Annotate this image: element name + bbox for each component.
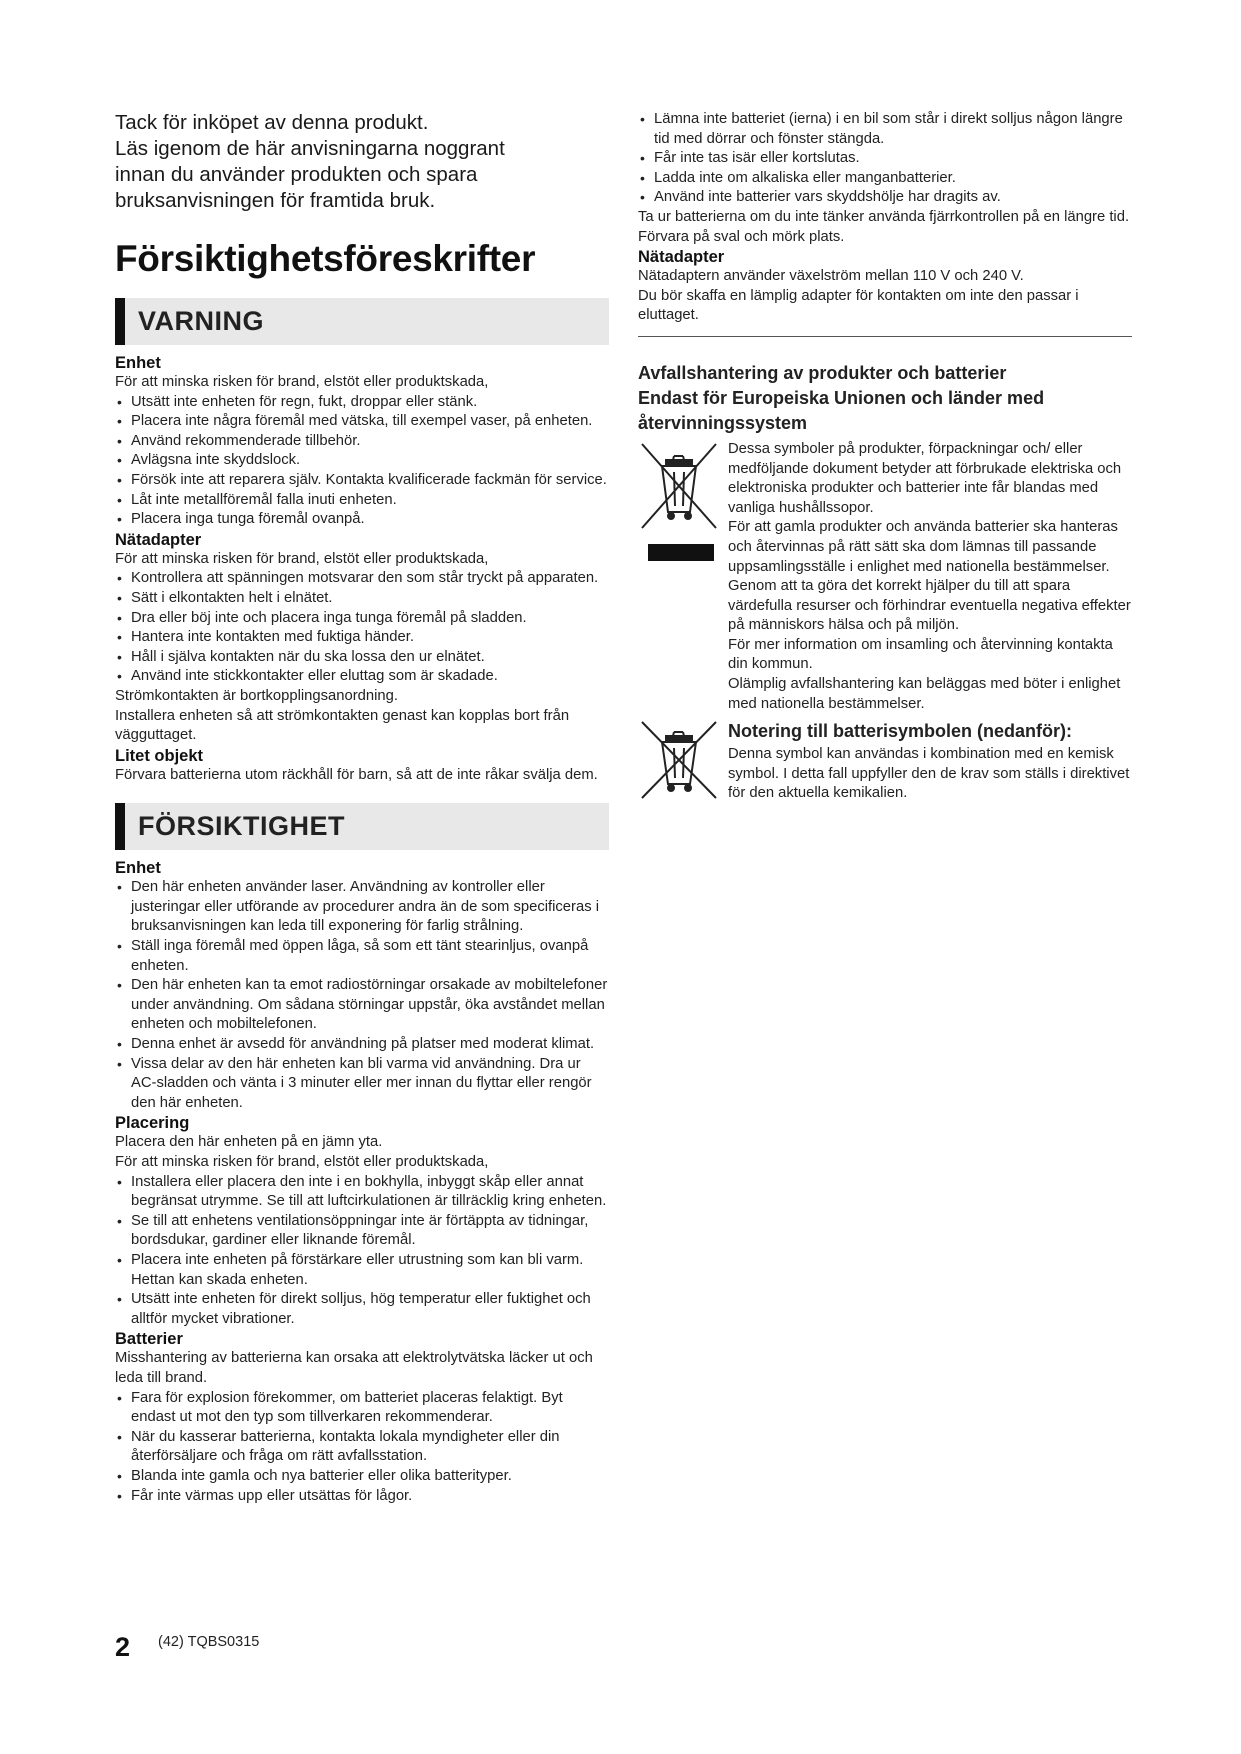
paragraph: För att minska risken för brand, elstöt eller produktskada, [115, 1154, 489, 1170]
section-heading: Nätadapter [638, 248, 725, 267]
recycle-block [638, 440, 1132, 714]
paragraph: Ta ur batterierna om du inte tänker använda fjärrkontrollen på en längre tid. Förvara på sval och mörk plats. [638, 208, 1130, 245]
section-heading: Enhet [115, 354, 161, 372]
list-item: • Utsätt inte enheten för direkt solljus, hög temperatur eller fuktighet och alltför mycket vibrationer. [115, 1290, 609, 1329]
crossed-bin-icon [638, 440, 720, 565]
weee-symbol [638, 440, 720, 570]
paragraph: Strömkontakten är bortkopplingsanordning. [115, 687, 398, 704]
paragraph: Placera den här enheten på en jämn yta. [115, 1134, 383, 1151]
list-item: • Lämna inte batteriet (ierna) i en bil som står i direkt solljus någon längre tid med dörrar och fönster stängda. [638, 110, 1132, 149]
document-code: (42) TQBS0315 [158, 1634, 260, 1650]
crossed-bin-icon [638, 718, 720, 800]
list-item: • Vissa delar av den här enheten kan bli varma vid användning. Dra ur AC-sladden och vänta i 3 minuter eller mer innan du flyttar eller rengör den här enheten. [115, 1055, 609, 1114]
list-item: • Använd rekommenderade tillbehör. [115, 432, 609, 452]
paragraph: Nätadaptern använder växelström mellan 110 V och 240 V. [638, 268, 1024, 285]
list-item: • Sätt i elkontakten helt i elnätet. [115, 589, 609, 609]
section-heading: Enhet [115, 859, 161, 878]
bullet-list [115, 569, 609, 687]
paragraph: Du bör skaffa en lämplig adapter för kontakten om inte den passar i eluttaget. [638, 287, 1079, 324]
right-column [638, 110, 1132, 805]
section-heading: Nätadapter [115, 530, 202, 549]
list-item: • Se till att enhetens ventilationsöppningar inte är förtäppta av tidningar, bordsdukar, gardiner eller liknande föremål. [115, 1212, 609, 1251]
divider [638, 336, 1132, 337]
page-title: Försiktighetsföreskrifter [115, 238, 536, 279]
left-column [115, 110, 609, 1506]
caution-banner [115, 803, 609, 850]
section-heading: Litet objekt [115, 746, 204, 765]
list-item: • När du kasserar batterierna, kontakta lokala myndigheter eller din återförsäljare och fråga om rätt avfallsstation. [115, 1428, 609, 1467]
warning-banner-label: VARNING [138, 306, 265, 336]
list-item: • Installera eller placera den inte i en bokhylla, inbyggt skåp eller annat begränsat utrymme. Se till att luftcirkulationen är tillräcklig kring enheten. [115, 1173, 609, 1212]
list-item: • Avlägsna inte skyddslock. [115, 451, 609, 471]
list-item: • Placera inte enheten på förstärkare eller utrustning som kan bli varm. Hettan kan skada enheten. [115, 1251, 609, 1290]
caution-banner-label: FÖRSIKTIGHET [138, 811, 345, 842]
list-item: • Den här enheten använder laser. Användning av kontroller eller justeringar eller utförande av procedurer andra än de som specificeras i bruksanvisningen kan leda till exponering för farlig strålning. [115, 878, 609, 937]
list-item: • Ställ inga föremål med öppen låga, så som ett tänt stearinljus, ovanpå enheten. [115, 937, 609, 976]
paragraph: Misshantering av batterierna kan orsaka att elektrolytvätska läcker ut och leda till brand. [115, 1350, 593, 1386]
list-item: • Placera inga tunga föremål ovanpå. [115, 510, 609, 530]
intro-text: Tack för inköpet av denna produkt. Läs igenom de här anvisningarna noggrant innan du använder produkten och spara bruksanvisningen för framtida bruk. [115, 111, 505, 212]
list-item: • Fara för explosion förekommer, om batteriet placeras felaktigt. Byt endast ut mot den typ som tillverkaren rekommenderar. [115, 1389, 609, 1428]
paragraph: Denna symbol kan användas i kombination med en kemisk symbol. I detta fall uppfyller den de krav som ställs i direktivet för den aktuella kemikalien. [728, 746, 1130, 802]
bullet-list [115, 393, 609, 530]
list-item: • Använd inte batterier vars skyddshölje har dragits av. [638, 188, 1132, 208]
paragraph: Genom att ta göra det korrekt hjälper du till att spara värdefulla resurser och förhindrar eventuella negativa effekter på människors hälsa och på miljön. [728, 578, 1131, 634]
paragraph: För att minska risken för brand, elstöt eller produktskada, [115, 550, 489, 567]
list-item: • Ladda inte om alkaliska eller manganbatterier. [638, 169, 1132, 189]
list-item: • Denna enhet är avsedd för användning på platser med moderat klimat. [115, 1035, 609, 1055]
banner-bar [115, 803, 125, 850]
bullet-list [638, 110, 1132, 208]
battery-weee-symbol [638, 718, 720, 805]
list-item: • Hantera inte kontakten med fuktiga händer. [115, 628, 609, 648]
list-item: • Låt inte metallföremål falla inuti enheten. [115, 491, 609, 511]
recycle-text [728, 440, 1132, 714]
list-item: • Får inte värmas upp eller utsättas för lågor. [115, 1487, 609, 1507]
list-item: • Dra eller böj inte och placera inga tunga föremål på sladden. [115, 609, 609, 629]
list-item: • Använd inte stickkontakter eller eluttag som är skadade. [115, 667, 609, 687]
paragraph: Dessa symboler på produkter, förpackningar och/ eller medföljande dokument betyder att förbrukade elektriska och elektroniska produkter och batterier inte får blandas med vanliga hushållssopor. [728, 440, 1122, 516]
list-item: • Får inte tas isär eller kortslutas. [638, 149, 1132, 169]
warning-banner [115, 298, 609, 345]
paragraph: Förvara batterierna utom räckhåll för barn, så att de inte råkar svälja dem. [115, 766, 598, 783]
paragraph: För att gamla produkter och använda batterier ska hanteras och återvinnas på rätt sätt ska dom lämnas till passande uppsamlingsställe i enlighet med nationella bestämmelser. [728, 519, 1118, 575]
list-item: • Blanda inte gamla och nya batterier eller olika batterityper. [115, 1467, 609, 1487]
paragraph: Olämplig avfallshantering kan beläggas med böter i enlighet med nationella bestämmelser. [728, 676, 1121, 712]
battery-symbol-text [728, 718, 1132, 804]
list-item: • Försök inte att reparera själv. Kontakta kvalificerade fackmän för service. [115, 471, 609, 491]
recycle-heading: Avfallshantering av produkter och batterier Endast för Europeiska Unionen och länder med återvinningssystem [638, 362, 1045, 433]
battery-symbol-heading: Notering till batterisymbolen (nedanför): [728, 721, 1073, 742]
paragraph: Installera enheten så att strömkontakten genast kan kopplas bort från vägguttaget. [115, 707, 570, 744]
paragraph: För att minska risken för brand, elstöt eller produktskada, [115, 374, 489, 390]
section-heading: Placering [115, 1114, 190, 1133]
list-item: • Den här enheten kan ta emot radiostörningar orsakade av mobiltelefoner under användning. Om sådana störningar uppstår, öka avståndet mellan enheten och mobiltelefonen. [115, 976, 609, 1035]
bullet-list [115, 1173, 609, 1330]
page-number: 2 [115, 1632, 131, 1662]
battery-symbol-block [638, 718, 1132, 805]
bullet-list [115, 878, 609, 1113]
list-item: • Placera inte några föremål med vätska, till exempel vaser, på enheten. [115, 412, 609, 432]
list-item: • Håll i själva kontakten när du ska lossa den ur elnätet. [115, 648, 609, 668]
banner-bar [115, 298, 125, 345]
list-item: • Kontrollera att spänningen motsvarar den som står tryckt på apparaten. [115, 569, 609, 589]
section-heading: Batterier [115, 1330, 183, 1349]
bullet-list [115, 1389, 609, 1507]
footer [115, 1632, 259, 1662]
list-item: • Utsätt inte enheten för regn, fukt, droppar eller stänk. [115, 393, 609, 413]
paragraph: För mer information om insamling och återvinning kontakta din kommun. [728, 636, 1113, 673]
